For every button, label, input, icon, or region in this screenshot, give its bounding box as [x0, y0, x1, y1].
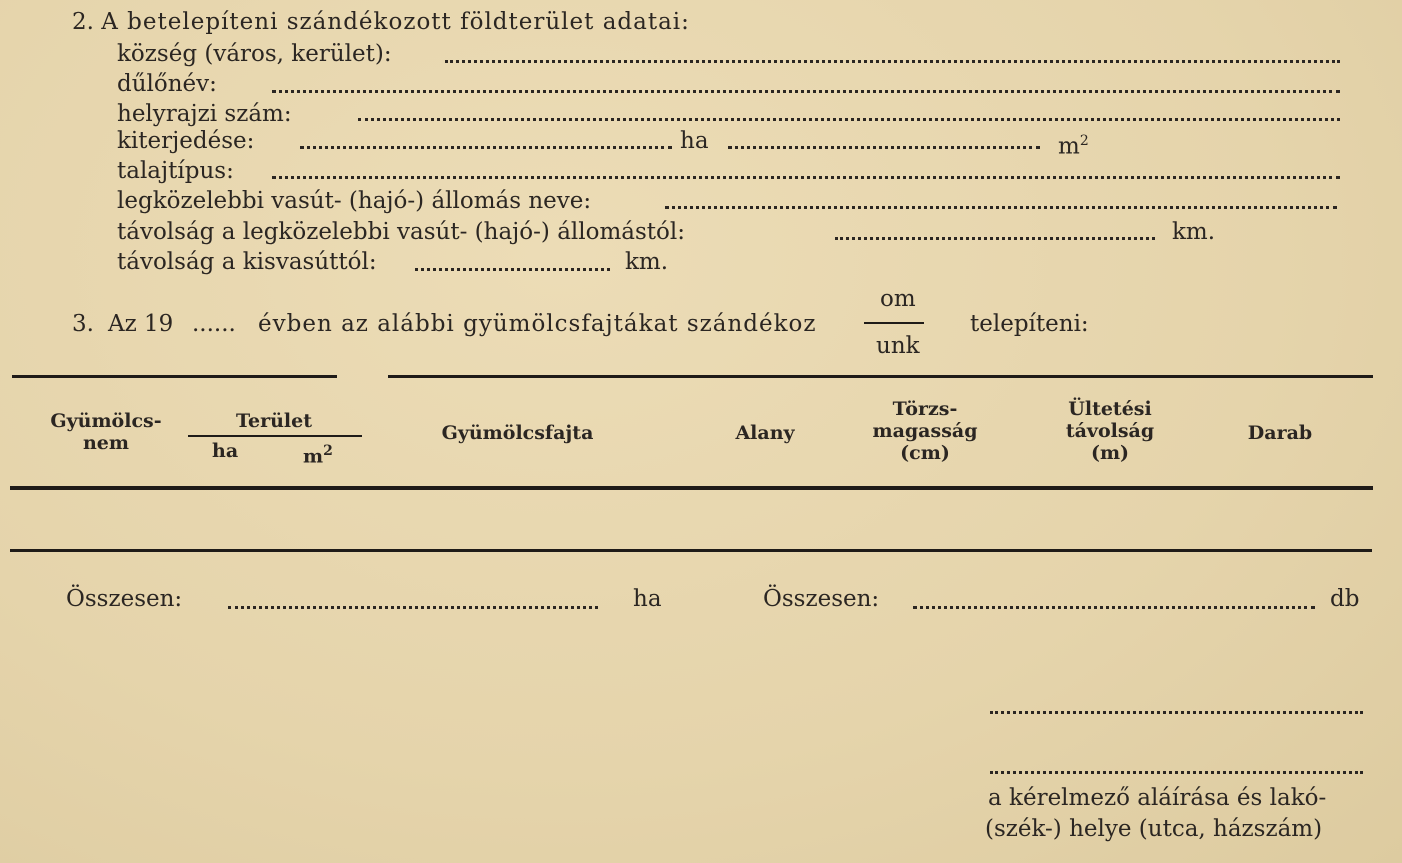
- field-talajtipus-label: talajtípus:: [117, 158, 234, 184]
- col-ultetesi-tavolsag: Ültetési távolság (m): [1065, 398, 1155, 464]
- total-count-dots[interactable]: [913, 606, 1315, 609]
- signature-line-1[interactable]: [990, 711, 1363, 714]
- field-kiterjedese-m2-dots[interactable]: [728, 146, 1040, 149]
- unit-ha: ha: [680, 128, 709, 154]
- total-area-unit: ha: [633, 586, 662, 612]
- section-3-prefix: Az 19: [108, 311, 174, 337]
- signature-line-2[interactable]: [990, 771, 1363, 774]
- col-terulet: Terület: [236, 410, 312, 432]
- section-2-title: A betelepíteni szándékozott földterület adatai:: [101, 9, 690, 35]
- section-3-middle: évben az alábbi gyümölcsfajtákat szándékoz: [258, 311, 817, 337]
- section-3-fraction-bottom: unk: [876, 333, 920, 359]
- unit-m2: $m^2$: [1058, 133, 1089, 160]
- signature-caption-1: a kérelmező aláírása és lakó-: [988, 785, 1327, 811]
- total-count-unit: db: [1330, 586, 1360, 612]
- field-tavolsag-vasut-dots[interactable]: [835, 237, 1155, 240]
- section-2-heading: [72, 8, 690, 36]
- field-dulonev-label: dűlőnév:: [117, 71, 217, 97]
- section-3-fraction-top: om: [880, 286, 916, 312]
- field-helyrajzi-dots[interactable]: [358, 118, 1340, 121]
- field-kozseg-dots[interactable]: [445, 60, 1340, 63]
- col-darab: Darab: [1247, 422, 1313, 444]
- unit-km-1: km.: [1172, 219, 1216, 245]
- field-kozseg-label: község (város, kerület):: [117, 41, 392, 67]
- section-3-year-blank[interactable]: ......: [192, 311, 236, 337]
- section-3-fraction-bar: [864, 322, 924, 324]
- field-talajtipus-dots[interactable]: [272, 176, 1340, 179]
- col-alany: Alany: [735, 422, 795, 444]
- col-gyumolcsfajta: Gyümölcsfajta: [441, 422, 594, 444]
- signature-caption-2: (szék-) helye (utca, házszám): [985, 816, 1323, 842]
- total-area-dots[interactable]: [228, 606, 598, 609]
- col-terulet-ha: ha: [212, 440, 239, 462]
- col-terulet-divider: [188, 435, 362, 437]
- total-area-label: Összesen:: [66, 586, 183, 612]
- field-vasut-nev-dots[interactable]: [665, 206, 1337, 209]
- unit-km-2: km.: [625, 249, 669, 275]
- field-tavolsag-vasut-label: távolság a legközelebbi vasút- (hajó-) állomástól:: [117, 219, 685, 245]
- field-kisvasut-dots[interactable]: [415, 268, 610, 271]
- field-vasut-nev-label: legközelebbi vasút- (hajó-) állomás neve:: [117, 188, 592, 214]
- section-3-number: 3.: [72, 311, 94, 337]
- col-terulet-m2: $m^2$: [303, 443, 333, 468]
- field-dulonev-dots[interactable]: [272, 90, 1340, 93]
- table-top-rule-left: [12, 375, 337, 378]
- section-2-number: 2.: [72, 9, 94, 35]
- table-top-rule-right: [388, 375, 1373, 378]
- field-helyrajzi-label: helyrajzi szám:: [117, 101, 292, 127]
- col-torzsmagassag: Törzs- magasság (cm): [872, 398, 978, 464]
- field-kisvasut-label: távolság a kisvasúttól:: [117, 249, 377, 275]
- table-header-bottom-rule: [10, 486, 1373, 490]
- field-kiterjedese-ha-dots[interactable]: [300, 146, 672, 149]
- total-count-label: Összesen:: [763, 586, 880, 612]
- col-gyumolcsnem: Gyümölcs- nem: [50, 410, 162, 454]
- field-kiterjedese-label: kiterjedése:: [117, 128, 255, 154]
- section-3-suffix: telepíteni:: [970, 311, 1089, 337]
- table-bottom-rule: [10, 549, 1372, 552]
